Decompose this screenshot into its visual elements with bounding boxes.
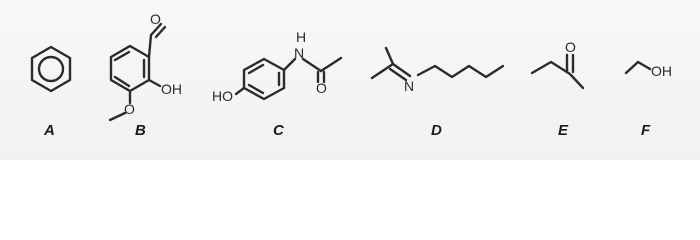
atom-h: H: [296, 29, 307, 45]
label-f: F: [641, 122, 651, 139]
carbon-chain: [626, 62, 650, 73]
molecule-d: [372, 48, 503, 80]
atom-o-aldehyde: O: [150, 11, 161, 27]
molecule-e: [532, 55, 583, 88]
atom-n: N: [294, 45, 305, 61]
aldehyde-bond: [149, 35, 151, 57]
label-c: C: [273, 122, 284, 139]
methyl-bond: [110, 113, 125, 120]
pentyl-chain: [418, 66, 503, 77]
atom-n-imine: N: [404, 78, 415, 94]
molecule-f: [626, 62, 650, 73]
molecule-b: [110, 24, 165, 120]
label-b: B: [135, 122, 146, 139]
methyl-bond: [372, 64, 393, 78]
benzene-ring: [32, 47, 70, 91]
label-a: A: [44, 122, 55, 139]
label-e: E: [558, 122, 569, 139]
hydroxyl-bond: [149, 80, 160, 86]
atom-o-carbonyl: O: [316, 80, 327, 96]
atom-o-methoxy: O: [124, 101, 135, 117]
aromatic-circle: [39, 57, 63, 81]
molecule-a: [32, 47, 70, 91]
carbon-chain: [532, 62, 583, 88]
methyl-bond: [386, 48, 393, 64]
atom-oh-ethanol: OH: [651, 63, 672, 79]
amide-bond: [303, 59, 321, 71]
atom-ho: HO: [212, 88, 233, 104]
hydroxyl-bond: [236, 88, 244, 94]
methyl-bond: [321, 58, 341, 71]
label-d: D: [431, 122, 442, 139]
atom-o-ketone: O: [565, 39, 576, 55]
atom-oh: OH: [161, 81, 182, 97]
